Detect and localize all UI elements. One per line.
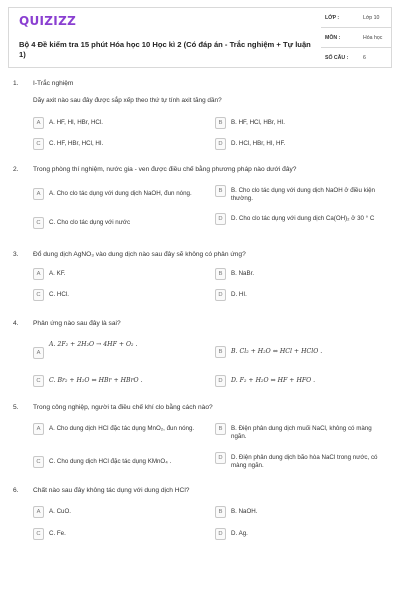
meta-label: SỐ CÂU : xyxy=(325,55,349,61)
option-letter: A xyxy=(33,268,44,280)
option-b[interactable] xyxy=(215,117,385,131)
option-c[interactable] xyxy=(33,289,203,303)
option-c[interactable] xyxy=(33,375,208,389)
option-letter: A xyxy=(33,423,44,435)
option-text: C. HCl. xyxy=(49,291,69,298)
option-text: A. KF. xyxy=(49,270,66,277)
option-letter: D xyxy=(215,375,226,387)
option-letter: A xyxy=(33,188,44,200)
option-text: A. 2F₂ + 2H₂O → 4HF + O₂ . xyxy=(49,341,138,348)
option-text: C. Fe. xyxy=(49,530,66,537)
meta-row-class xyxy=(321,11,392,28)
option-letter: D xyxy=(215,138,226,150)
option-text: C. Br₂ + H₂O ⇔ HBr + HBrO . xyxy=(49,377,143,384)
option-text: A. Cho clo tác dụng với dung dịch NaOH, đun nóng. xyxy=(49,190,192,197)
option-text: A. Cho dung dịch HCl đặc tác dụng MnO₂, đun nóng. xyxy=(49,425,195,432)
option-letter: C xyxy=(33,138,44,150)
question-number: 2. xyxy=(13,166,19,173)
option-letter: B xyxy=(215,117,226,129)
meta-value: 6 xyxy=(363,55,366,61)
option-text: C. Cho dung dịch HCl đặc tác dụng KMnO₄ . xyxy=(49,458,172,465)
option-text: A. HF, HI, HBr, HCl. xyxy=(49,119,103,126)
meta-value: Lớp 10 xyxy=(363,15,380,21)
question-text: Đổ dung dịch AgNO₃ vào dung dịch nào sau đây sẽ không có phản ứng? xyxy=(33,251,246,258)
option-text: B. Điện phân dung dịch muối NaCl, không có màng ngăn. xyxy=(231,425,372,440)
option-letter: A xyxy=(33,117,44,129)
question-subtext: Dãy axit nào sau đây được sắp xếp theo thứ tự tính axit tăng dần? xyxy=(33,97,222,104)
option-letter: D xyxy=(215,213,226,225)
option-letter: C xyxy=(33,217,44,229)
option-text: D. Cho clo tác dụng với dung dịch Ca(OH)₂ ở 30 ° C xyxy=(231,215,375,222)
option-a[interactable] xyxy=(33,506,203,520)
option-b[interactable] xyxy=(215,185,385,205)
option-text: C. Cho clo tác dụng với nước xyxy=(49,219,131,226)
meta-label: MÔN : xyxy=(325,35,341,41)
option-letter: C xyxy=(33,528,44,540)
worksheet-header xyxy=(8,7,392,68)
option-text: B. HF, HCl, HBr, HI. xyxy=(231,119,285,126)
option-a[interactable] xyxy=(33,188,208,202)
option-letter: B xyxy=(215,423,226,435)
option-d[interactable] xyxy=(215,528,385,542)
option-d[interactable] xyxy=(215,138,385,152)
option-text: D. HCl, HBr, HI, HF. xyxy=(231,140,286,147)
question-text: Trong công nghiệp, người ta điều chế khí clo bằng cách nào? xyxy=(33,404,213,411)
option-d[interactable] xyxy=(215,289,385,303)
worksheet-title: Bộ 4 Đề kiểm tra 15 phút Hóa học 10 Học kì 2 (Có đáp án - Trắc nghiệm + Tự luận 1) xyxy=(19,40,311,59)
option-c[interactable] xyxy=(33,528,203,542)
option-c[interactable] xyxy=(33,217,208,231)
option-letter: B xyxy=(215,346,226,358)
option-letter: C xyxy=(33,289,44,301)
question-number: 6. xyxy=(13,487,19,494)
option-text: B. NaOH. xyxy=(231,508,258,515)
option-d[interactable] xyxy=(215,375,387,389)
option-letter: B xyxy=(215,268,226,280)
option-letter: D xyxy=(215,289,226,301)
option-text: A. CuO. xyxy=(49,508,72,515)
option-letter: D xyxy=(215,452,226,464)
option-letter: B xyxy=(215,185,226,197)
option-text: B. NaBr. xyxy=(231,270,255,277)
option-b[interactable] xyxy=(215,268,385,282)
question-text: Trong phòng thí nghiệm, nước gia - ven được điều chế bằng phương pháp nào dưới đây? xyxy=(33,166,297,173)
question-text: Chất nào sau đây không tác dụng với dung dịch HCl? xyxy=(33,487,190,494)
option-d[interactable] xyxy=(215,452,387,472)
option-b[interactable] xyxy=(215,506,385,520)
question-number: 5. xyxy=(13,404,19,411)
option-c[interactable] xyxy=(33,456,208,470)
option-d[interactable] xyxy=(215,213,387,233)
option-text: B. Cho clo tác dụng với dung dịch NaOH ở điều kiện thường. xyxy=(231,187,375,202)
meta-label: LỚP : xyxy=(325,15,340,21)
option-text: C. HF, HBr, HCl, HI. xyxy=(49,140,104,147)
option-c[interactable] xyxy=(33,138,203,152)
question-number: 4. xyxy=(13,320,19,327)
option-text: D. Ag. xyxy=(231,530,248,537)
option-text: D. F₂ + H₂O ⇔ HF + HFO . xyxy=(231,377,316,384)
question-number: 1. xyxy=(13,80,19,87)
meta-value: Hóa học xyxy=(363,35,383,41)
question-text: I-Trắc nghiệm xyxy=(33,80,74,87)
option-a[interactable] xyxy=(33,268,203,282)
question-number: 3. xyxy=(13,251,19,258)
question-text: Phản ứng nào sau đây là sai? xyxy=(33,320,121,327)
meta-table xyxy=(321,8,392,67)
option-letter: D xyxy=(215,528,226,540)
option-letter: B xyxy=(215,506,226,518)
option-letter: C xyxy=(33,375,44,387)
option-letter: C xyxy=(33,456,44,468)
meta-row-count xyxy=(321,51,392,68)
option-a[interactable] xyxy=(33,423,208,443)
option-text: D. HI. xyxy=(231,291,247,298)
option-b[interactable] xyxy=(215,346,387,360)
option-b[interactable] xyxy=(215,423,387,443)
option-text: D. Điện phân dung dịch bão hòa NaCl trong nước, có màng ngăn. xyxy=(231,454,378,469)
option-a[interactable] xyxy=(33,117,203,131)
option-text: B. Cl₂ + H₂O ⇔ HCl + HClO . xyxy=(231,348,323,355)
quizizz-logo: QUIZIZZ xyxy=(19,14,77,28)
option-a[interactable] xyxy=(33,339,208,361)
option-letter: A xyxy=(33,347,44,359)
option-letter: A xyxy=(33,506,44,518)
meta-row-subject xyxy=(321,31,392,48)
